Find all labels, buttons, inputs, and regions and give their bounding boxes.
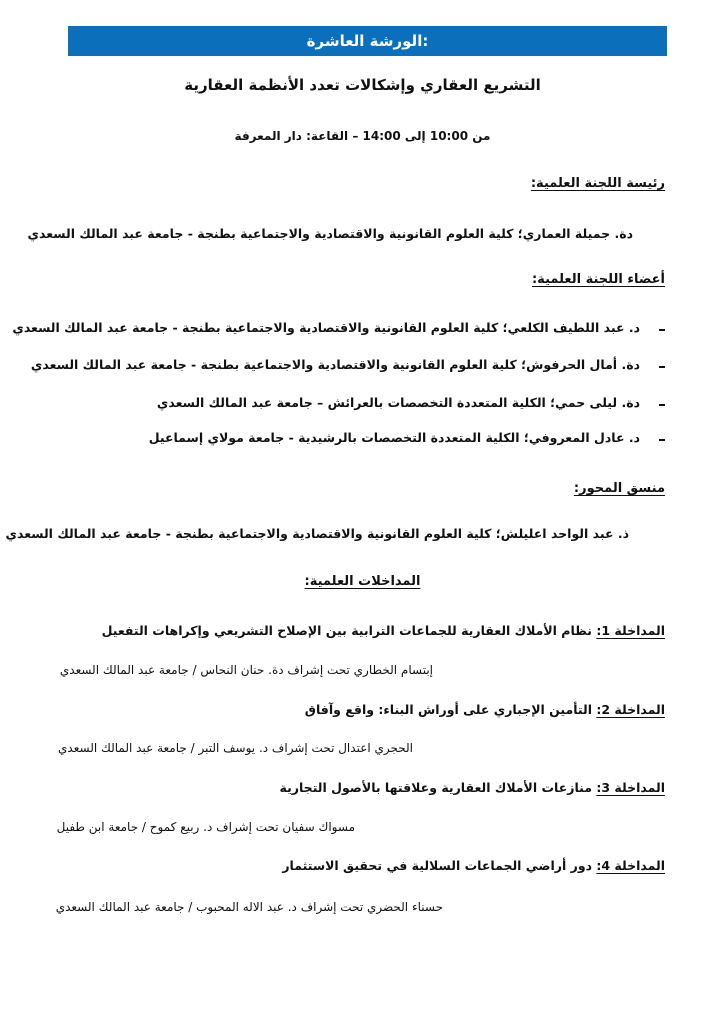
talks-heading: المداخلات العلمية:	[304, 574, 421, 589]
chair-heading: رئيسة اللجنة العلمية:	[530, 176, 665, 191]
member-item: د. عادل المعروفي؛ الكلية المتعددة التخصصات بالرشيدية - جامعة مولاي إسماعيل	[148, 430, 640, 445]
talk-label: المداخلة 4:	[596, 858, 665, 873]
member-item: دة. أمال الحرفوش؛ كلية العلوم القانونية والاقتصادية والاجتماعية بطنجة - جامعة عبد المالك السعدي	[30, 357, 640, 372]
workshop-banner	[68, 26, 667, 56]
talk-label: المداخلة 1:	[596, 623, 665, 638]
talk-title-row	[282, 858, 665, 873]
talk-label: المداخلة 3:	[596, 780, 665, 795]
bullet-marker	[659, 404, 665, 406]
workshop-title: التشريع العقاري وإشكالات تعدد الأنظمة العقارية	[184, 76, 541, 94]
member-item: د. عبد اللطيف الكلعي؛ كلية العلوم القانونية والاقتصادية والاجتماعية بطنجة - جامعة عبد المالك السعدي	[12, 320, 640, 335]
time-and-room: من 10:00 إلى 14:00 – القاعة: دار المعرفة	[234, 129, 491, 143]
coordinator-heading: منسق المحور:	[573, 481, 665, 496]
talk-title-row	[280, 780, 665, 795]
talk-title: نظام الأملاك العقارية للجماعات الترابية بين الإصلاح التشريعي وإكراهات التفعيل	[101, 623, 593, 638]
bullet-marker	[659, 439, 665, 441]
coordinator-name: ذ. عبد الواحد اعليلش؛ كلية العلوم القانونية والاقتصادية والاجتماعية بطنجة - جامعة عبد المالك السعدي	[5, 526, 629, 541]
talk-speaker: مسواك سفيان تحت إشراف د. ربيع كموح / جامعة ابن طفيل	[56, 820, 355, 834]
talk-label: المداخلة 2:	[596, 702, 665, 717]
bullet-marker	[659, 329, 665, 331]
talk-title-row	[102, 623, 665, 638]
talk-speaker: الحجري اعتدال تحت إشراف د. يوسف التبر / جامعة عبد المالك السعدي	[58, 741, 413, 755]
chair-name: دة. جميلة العماري؛ كلية العلوم القانونية والاقتصادية والاجتماعية بطنجة - جامعة عبد المالك السعدي	[27, 226, 633, 241]
members-heading: أعضاء اللجنة العلمية:	[531, 272, 665, 287]
talk-speaker: إبتسام الخطاري تحت إشراف دة. حنان النحاس / جامعة عبد المالك السعدي	[59, 663, 433, 677]
talk-speaker: حسناء الحضري تحت إشراف د. عبد الاله المحبوب / جامعة عبد المالك السعدي	[55, 900, 443, 914]
talk-title-row	[305, 702, 665, 717]
talk-title: التأمين الإجباري على أوراش البناء: واقع وآفاق	[304, 702, 593, 717]
member-item: دة. ليلى حمي؛ الكلية المتعددة التخصصات بالعرائش – جامعة عبد المالك السعدي	[156, 395, 640, 410]
talk-title: دور أراضي الجماعات السلالية في تحقيق الاستثمار	[282, 858, 593, 873]
bullet-marker	[659, 366, 665, 368]
workshop-banner-label: الورشة العاشرة:	[306, 32, 429, 50]
talk-title: منازعات الأملاك العقارية وعلاقتها بالأصول التجارية	[279, 780, 593, 795]
